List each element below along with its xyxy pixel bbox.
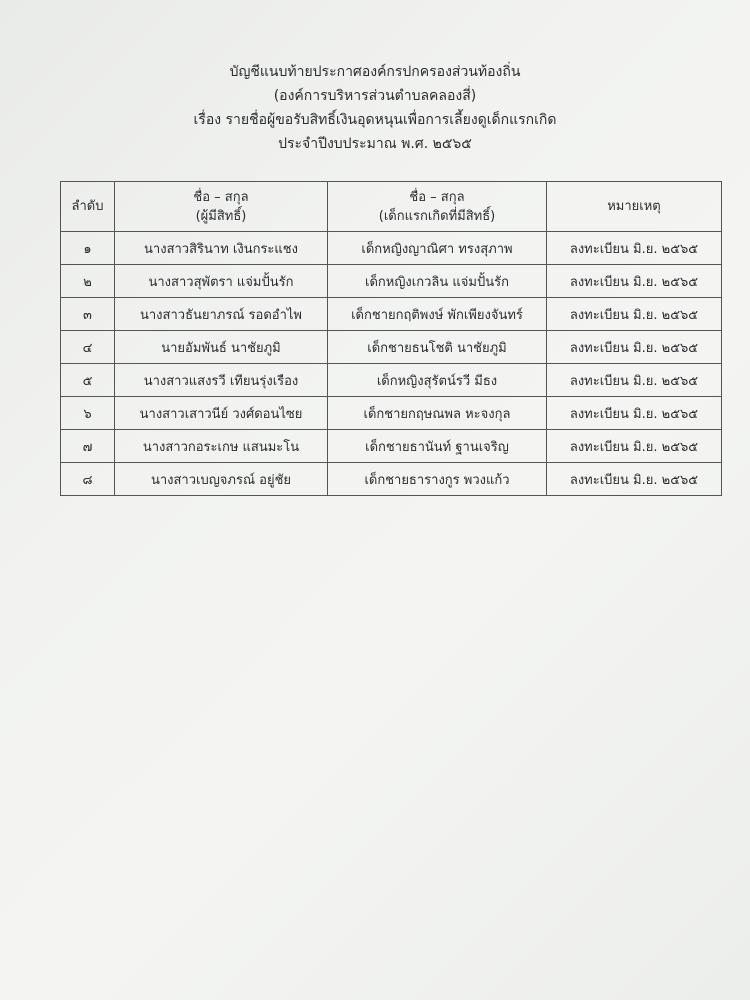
row-note: ลงทะเบียน มิ.ย. ๒๕๖๕: [547, 298, 722, 331]
row-no: ๔: [61, 331, 115, 364]
recipients-table: [60, 181, 722, 496]
header-no: ลำดับ: [61, 182, 115, 232]
row-note: ลงทะเบียน มิ.ย. ๒๕๖๕: [547, 364, 722, 397]
row-no: ๕: [61, 364, 115, 397]
header-child: [328, 182, 547, 232]
row-parent: นางสาวเบญจภรณ์ อยู่ชัย: [115, 463, 328, 496]
row-note: ลงทะเบียน มิ.ย. ๒๕๖๕: [547, 265, 722, 298]
header-note: หมายเหตุ: [547, 182, 722, 232]
table-row: [61, 463, 722, 496]
row-no: ๘: [61, 463, 115, 496]
header-parent: [115, 182, 328, 232]
row-no: ๖: [61, 397, 115, 430]
header-child-sub: (เด็กแรกเกิดที่มีสิทธิ์): [378, 208, 496, 224]
row-note: ลงทะเบียน มิ.ย. ๒๕๖๕: [547, 463, 722, 496]
row-child: เด็กชายธานันท์ ฐานเจริญ: [328, 430, 547, 463]
table-row: [61, 430, 722, 463]
header-line-2: (องค์การบริหารส่วนตำบลคลองสี่): [273, 88, 477, 104]
row-parent: นายอัมพันธ์ นาชัยภูมิ: [115, 331, 328, 364]
header-line-3: เรื่อง รายชื่อผู้ขอรับสิทธิ์เงินอุดหนุนเพื่อการเลี้ยงดูเด็กแรกเกิด: [193, 112, 557, 128]
row-child: เด็กชายกฤษณพล หะจงกุล: [328, 397, 547, 430]
row-child: เด็กชายธารางกูร พวงแก้ว: [328, 463, 547, 496]
row-note: ลงทะเบียน มิ.ย. ๒๕๖๕: [547, 331, 722, 364]
row-no: ๗: [61, 430, 115, 463]
row-no: ๒: [61, 265, 115, 298]
header-line-1: บัญชีแนบท้ายประกาศองค์กรปกครองส่วนท้องถิ่น: [229, 64, 521, 80]
header-parent-title: ชื่อ – สกุล: [193, 189, 249, 205]
row-no: ๑: [61, 232, 115, 265]
row-parent: นางสาวสิรินาท เงินกระแชง: [115, 232, 328, 265]
header-child-title: ชื่อ – สกุล: [409, 189, 465, 205]
header-parent-sub: (ผู้มีสิทธิ์): [195, 208, 247, 224]
row-child: เด็กหญิงเกวลิน แจ่มปั้นรัก: [328, 265, 547, 298]
row-note: ลงทะเบียน มิ.ย. ๒๕๖๕: [547, 397, 722, 430]
document-header: [0, 60, 750, 156]
table-row: [61, 331, 722, 364]
table-row: [61, 298, 722, 331]
table-row: [61, 397, 722, 430]
row-parent: นางสาวสุพัตรา แจ่มปั้นรัก: [115, 265, 328, 298]
table-header-row: [61, 182, 722, 232]
row-child: เด็กหญิงญาณิศา ทรงสุภาพ: [328, 232, 547, 265]
row-note: ลงทะเบียน มิ.ย. ๒๕๖๕: [547, 430, 722, 463]
header-line-4: ประจำปีงบประมาณ พ.ศ. ๒๕๖๕: [278, 136, 472, 152]
row-parent: นางสาวแสงรวี เทียนรุ่งเรือง: [115, 364, 328, 397]
row-child: เด็กชายธนโชติ นาชัยภูมิ: [328, 331, 547, 364]
table-row: [61, 232, 722, 265]
row-parent: นางสาวเสาวนีย์ วงศ์ดอนไซย: [115, 397, 328, 430]
row-no: ๓: [61, 298, 115, 331]
table-row: [61, 265, 722, 298]
row-child: เด็กหญิงสุรัตน์รวี มีธง: [328, 364, 547, 397]
table-row: [61, 364, 722, 397]
row-note: ลงทะเบียน มิ.ย. ๒๕๖๕: [547, 232, 722, 265]
row-parent: นางสาวธันยาภรณ์ รอดอำไพ: [115, 298, 328, 331]
row-child: เด็กชายกฤติพงษ์ พักเพียงจันทร์: [328, 298, 547, 331]
row-parent: นางสาวกอระเกษ แสนมะโน: [115, 430, 328, 463]
